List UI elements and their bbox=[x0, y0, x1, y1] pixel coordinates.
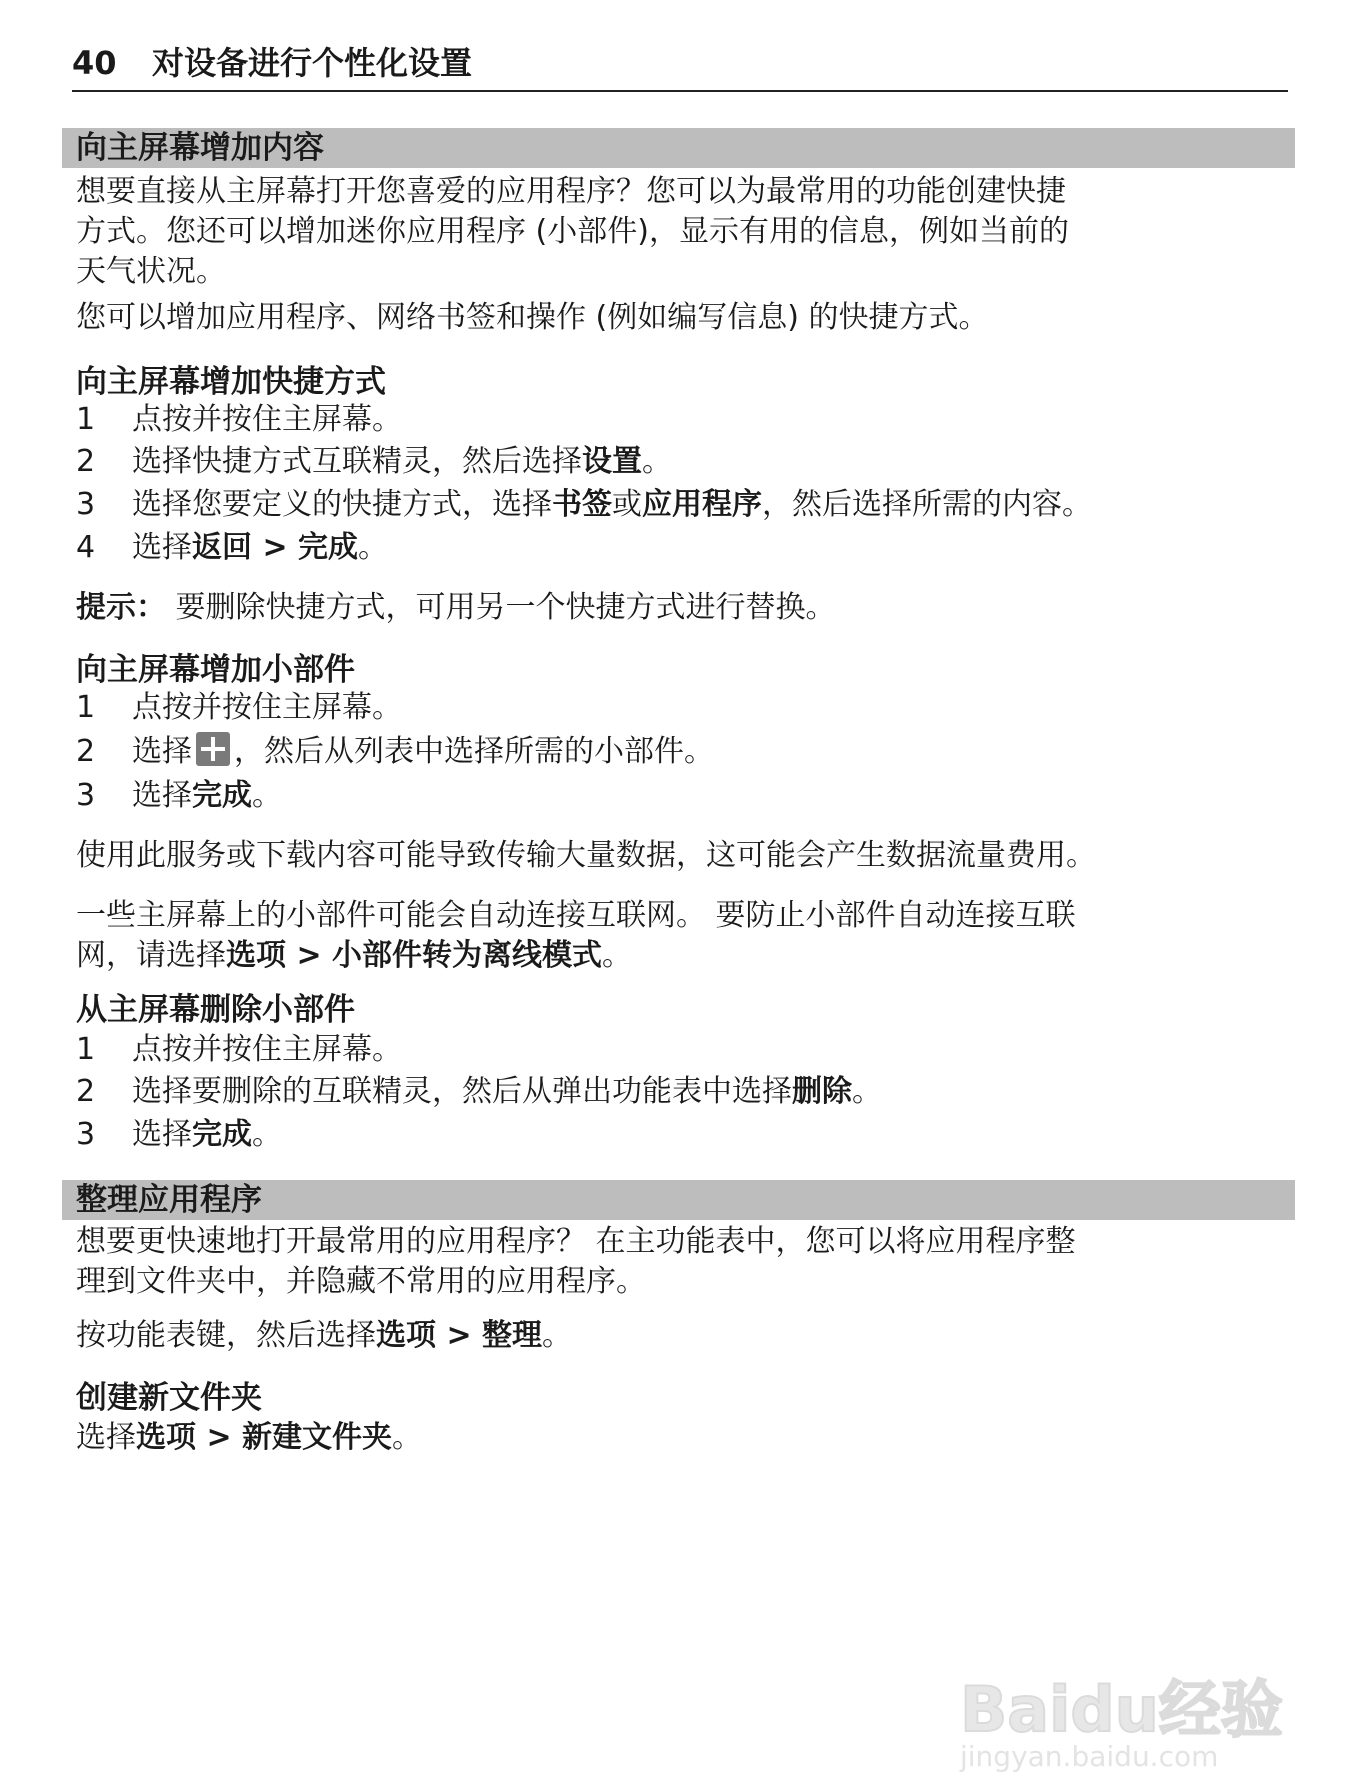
step-number: 3 bbox=[76, 487, 96, 522]
text-span: 。 bbox=[602, 938, 633, 973]
step-text: 。 bbox=[252, 1117, 282, 1152]
section2-para2 bbox=[76, 1316, 1294, 1356]
tip-label: 提示： bbox=[76, 590, 166, 625]
list-item bbox=[76, 528, 1296, 568]
menu-option-applications: 应用程序 bbox=[642, 487, 762, 522]
step-number: 3 bbox=[76, 1117, 96, 1152]
menu-option-delete: 删除 bbox=[792, 1074, 852, 1109]
menu-option-done: 完成 bbox=[192, 1117, 252, 1152]
step-number: 1 bbox=[76, 1032, 96, 1067]
step-number: 4 bbox=[76, 530, 96, 565]
subheading-add-widget: 向主屏幕增加小部件 bbox=[76, 652, 355, 688]
step-text: 点按并按住主屏幕。 bbox=[132, 1032, 402, 1067]
section-heading-organize-apps: 整理应用程序 bbox=[62, 1180, 1295, 1220]
section2-intro bbox=[76, 1222, 1294, 1302]
text-span: 选择 bbox=[76, 1420, 136, 1455]
text-span: 按功能表键，然后选择 bbox=[76, 1318, 376, 1353]
page-header bbox=[72, 40, 1288, 92]
step-text: 选择您要定义的快捷方式，选择 bbox=[132, 487, 552, 522]
list-item bbox=[76, 442, 1296, 482]
menu-path-organize: 选项 > 整理 bbox=[376, 1318, 543, 1353]
menu-option-bookmarks: 书签 bbox=[552, 487, 612, 522]
step-number: 2 bbox=[76, 1074, 96, 1109]
text-span: 网，请选择 bbox=[76, 938, 226, 973]
step-text: ，然后从列表中选择所需的小部件。 bbox=[234, 734, 714, 769]
new-folder-instruction bbox=[76, 1418, 1294, 1458]
step-number: 2 bbox=[76, 444, 96, 479]
text-line: 方式。您还可以增加迷你应用程序 (小部件)，显示有用的信息，例如当前的 bbox=[76, 214, 1069, 249]
step-text: 。 bbox=[358, 530, 389, 565]
step-number: 2 bbox=[76, 734, 96, 769]
step-text: 点按并按住主屏幕。 bbox=[132, 690, 402, 725]
step-text: 或 bbox=[612, 487, 642, 522]
section1-para2: 您可以增加应用程序、网络书签和操作 (例如编写信息) 的快捷方式。 bbox=[76, 300, 989, 335]
section-heading-add-content: 向主屏幕增加内容 bbox=[62, 128, 1295, 168]
step-text: 选择 bbox=[132, 1117, 192, 1152]
watermark-logo-text: Baidu经验 bbox=[960, 1673, 1283, 1746]
step-number: 3 bbox=[76, 778, 96, 813]
subheading-remove-widget: 从主屏幕删除小部件 bbox=[76, 992, 355, 1028]
menu-option-settings: 设置 bbox=[582, 444, 642, 479]
data-charge-note: 使用此服务或下载内容可能导致传输大量数据，这可能会产生数据流量费用。 bbox=[76, 838, 1096, 873]
list-item bbox=[76, 1030, 1296, 1070]
page-number: 40 bbox=[72, 44, 117, 82]
list-item bbox=[76, 485, 1296, 525]
list-item bbox=[76, 732, 1296, 772]
offline-note bbox=[76, 896, 1294, 976]
step-text: ，然后选择所需的内容。 bbox=[762, 487, 1092, 522]
plus-icon bbox=[196, 732, 230, 766]
text-line bbox=[76, 936, 1294, 976]
list-item bbox=[76, 1072, 1296, 1112]
list-item bbox=[76, 400, 1296, 440]
step-text: 选择要删除的互联精灵，然后从弹出功能表中选择 bbox=[132, 1074, 792, 1109]
tip bbox=[76, 588, 1294, 628]
text-line: 想要更快速地打开最常用的应用程序？ 在主功能表中，您可以将应用程序整 bbox=[76, 1224, 1076, 1259]
step-text: 选择快捷方式互联精灵，然后选择 bbox=[132, 444, 582, 479]
text-line: 理到文件夹中，并隐藏不常用的应用程序。 bbox=[76, 1264, 646, 1299]
step-text: 。 bbox=[642, 444, 672, 479]
list-item bbox=[76, 776, 1296, 816]
list-item bbox=[76, 688, 1296, 728]
menu-option-done: 完成 bbox=[192, 778, 252, 813]
text-line: 想要直接从主屏幕打开您喜爱的应用程序？您可以为最常用的功能创建快捷 bbox=[76, 174, 1066, 209]
step-number: 1 bbox=[76, 690, 96, 725]
menu-path-offline: 选项 > 小部件转为离线模式 bbox=[226, 938, 603, 973]
text-line: 天气状况。 bbox=[76, 254, 226, 289]
step-text: 。 bbox=[852, 1074, 882, 1109]
step-text: 选择 bbox=[132, 530, 192, 565]
text-span: 。 bbox=[542, 1318, 573, 1353]
watermark-url: jingyan.baidu.com bbox=[960, 1740, 1219, 1773]
step-number: 1 bbox=[76, 402, 96, 437]
text-line: 一些主屏幕上的小部件可能会自动连接互联网。 要防止小部件自动连接互联 bbox=[76, 898, 1076, 933]
baidu-watermark bbox=[960, 1600, 1290, 1780]
step-text: 选择 bbox=[132, 734, 192, 769]
list-item bbox=[76, 1115, 1296, 1155]
section1-intro bbox=[76, 172, 1294, 292]
step-text: 点按并按住主屏幕。 bbox=[132, 402, 402, 437]
chapter-title: 对设备进行个性化设置 bbox=[152, 44, 473, 82]
step-text: 选择 bbox=[132, 778, 192, 813]
tip-text: 要删除快捷方式，可用另一个快捷方式进行替换。 bbox=[175, 590, 836, 625]
text-span: 。 bbox=[392, 1420, 423, 1455]
subheading-new-folder: 创建新文件夹 bbox=[76, 1380, 262, 1416]
menu-path-new-folder: 选项 > 新建文件夹 bbox=[136, 1420, 393, 1455]
step-text: 。 bbox=[252, 778, 282, 813]
subheading-add-shortcut: 向主屏幕增加快捷方式 bbox=[76, 364, 386, 400]
menu-path-back-done: 返回 > 完成 bbox=[192, 530, 359, 565]
